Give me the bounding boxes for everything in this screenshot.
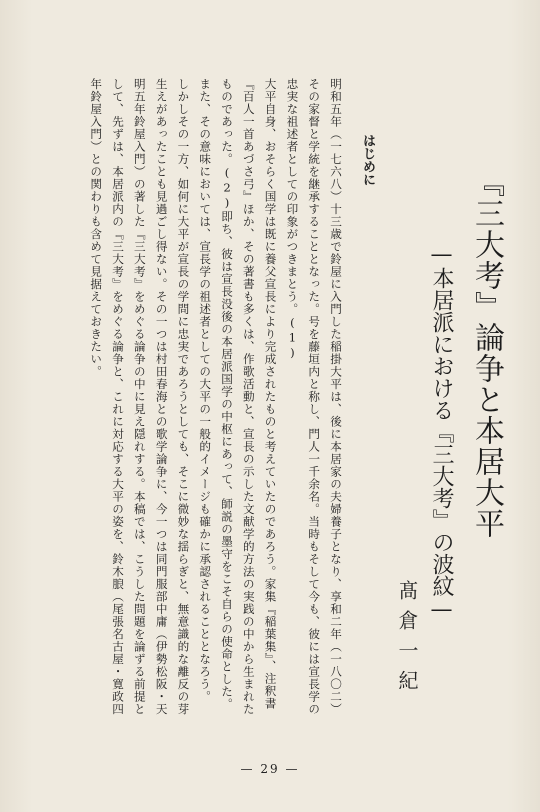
paragraph-3: しかしその一方、如何に大平が宣長の学問に忠実であろうとしても、そこに微妙な揺らぎと、無意識的な離反の芽生えがあったことも見過ごし得ない。その一つは村田春海との歌学論争に、今一つは同門服部中庸（伊勢松阪・天明五年鈴屋入門）の著した『三大考』をめぐる論争の中に見え隠れする。本稿では、こうした問題を論ずる前提として、先ずは、本居派内の『三大考』をめぐる論争と、これに対応する大平の姿を、鈴木朖（尾張名古屋・寛政四年鈴屋入門）との関わりも含めて見据えておきたい。 xyxy=(89,78,191,716)
paragraph-1: 明和五年（一七六八）十三歳で鈴屋に入門した稲掛大平は、後に本居家の夫婦養子となり、享和二年（一八〇二）その家督と学統を継承することとなった。号を藤垣内と称し、門人一千余名。当時もそして今も、彼には宣長学の忠実な祖述者としての印象がつきまとう。(1) xyxy=(285,78,343,716)
article-title: 『三大考』論争と本居大平 xyxy=(469,167,504,539)
body-text xyxy=(82,78,346,718)
section-heading: はじめに xyxy=(360,134,375,186)
page-number: — 29 — xyxy=(240,762,300,776)
article-subtitle: —本居派における『三大考』の波紋— xyxy=(429,242,454,622)
author-name: 髙倉一紀 xyxy=(395,580,419,700)
paragraph-2: 大平自身、おそらく国学は既に養父宣長により完成されたものと考えていたのであろう。家集『稲葉集』、注釈書『百人一首あづさ弓』ほか、その著書も多くは、作歌活動と、宣長の示した文献学的方法の実践の中から生まれたものであった。(2)即ち、彼は宣長没後の本居派国学の中枢にあって、師説の墨守をこそ自らの使命とした。また、その意味においては、宣長学の祖述者としての大平の一般的イメージも確かに承認されることとなろう。 xyxy=(198,78,278,716)
